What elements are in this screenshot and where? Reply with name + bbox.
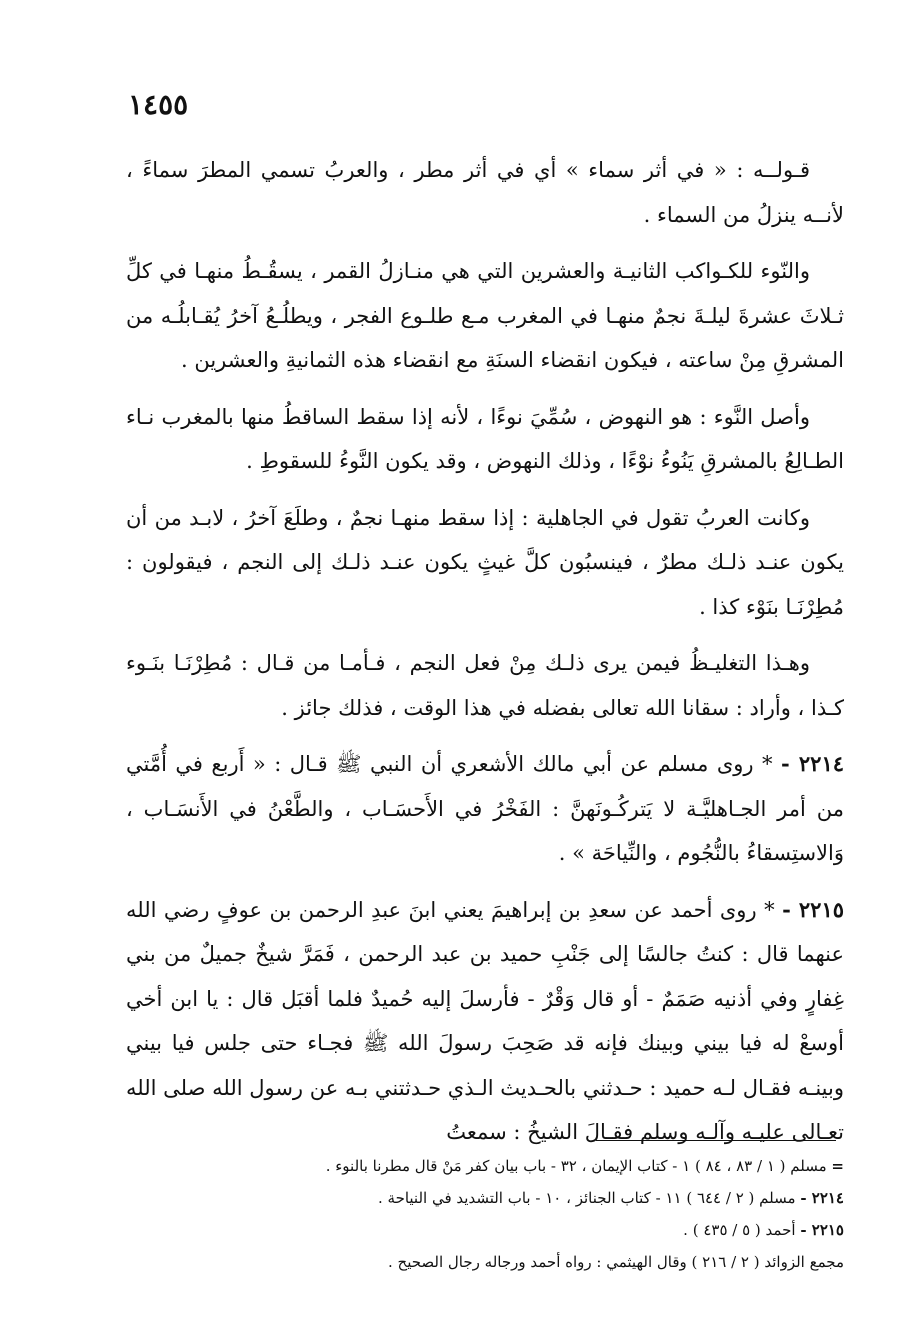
footnote-text: مجمع الزوائد ( ٢ / ٢١٦ ) وقال الهيثمي : رواه أحمد ورجاله رجال الصحيح . (387, 1253, 844, 1271)
footnote-text: مسلم ( ١ / ٨٣ ، ٨٤ ) ١ - كتاب الإيمان ، ٣٢ - باب بيان كفر مَنْ قال مطرنا بالنوء . (325, 1157, 827, 1175)
footnote-number: ٢٢١٥ - (800, 1221, 844, 1239)
footnote-text: أحمد ( ٥ / ٤٣٥ ) . (683, 1221, 796, 1239)
hadith-entry (126, 742, 844, 876)
footnote (126, 1246, 844, 1278)
page-number: ١٤٥٥ (128, 88, 189, 121)
footnote-number: = (831, 1157, 844, 1175)
footnote-text: مسلم ( ٢ / ٦٤٤ ) ١١ - كتاب الجنائز ، ١٠ - باب التشديد في النياحة . (377, 1189, 796, 1207)
hadith-text: * روى أحمد عن سعدِ بن إبراهيمَ يعني ابنَ عبدِ الرحمن بن عوفٍ رضي الله عنهما قال : كنتُ جالسًا إلى جَنْبِ حميد بن عبد الرحمن ، فَمَرَّ شيخٌ جميلٌ من بني غِفارٍ وفي أذنيه صَمَمٌ - أو قال وَقْرٌ - فأرسلَ إليه حُميدٌ فلما أقبَل قال : يا ابن أخي أوسعْ له فيا بيني وبينك فإنه قد صَحِبَ رسولَ الله ﷺ فجـاء حتى جلس فيا بيني وبينـه فقـال لـه حميد : حـدثني بالحـديث الـذي حـدثتني بـه عن رسول الله صلى الله تعـالى عليـه وآلـه وسلم فقـالَ الشيخُ : سمعتُ (126, 897, 844, 1144)
footnote (126, 1214, 844, 1246)
paragraph: وكانت العربُ تقول في الجاهلية : إذا سقط منهـا نجمٌ ، وطلَعَ آخرُ ، لابـد من أن يكون عنـد ذلـك مطرٌ ، فينسبُون كلَّ غيثٍ يكون عنـد ذلـك إلى النجم ، فيقولون : مُطِرْنَـا بنَوْء كذا . (126, 505, 844, 619)
paragraph: وأصل النَّوء : هو النهوض ، سُمِّيَ نوءًا ، لأنه إذا سقط الساقطُ منها بالمغرب نـاء الطـالِعُ بالمشرقِ يَنُوءُ نوْءًا ، وذلك النهوض ، وقد يكون النَّوءُ للسقوطِ . (126, 404, 844, 473)
paragraph: وهـذا التغليـظُ فيمن يرى ذلـك مِنْ فعل النجم ، فـأمـا من قـال : مُطِرْنَـا بنَـوء كـذا ، وأراد : سقانا الله تعالى بفضله في هذا الوقت ، فذلك جائز . (126, 651, 844, 720)
footnote (126, 1182, 844, 1214)
footnote-number: ٢٢١٤ - (800, 1189, 844, 1207)
hadith-entry (126, 888, 844, 1155)
main-text (126, 148, 844, 1167)
paragraph: قـولــه : « في أثر سماء » أي في أثر مطر ، والعربُ تسمي المطرَ سماءً ، لأنــه ينزلُ من السماء . (126, 158, 844, 227)
footnote-divider (596, 1140, 836, 1141)
hadith-text: * روى مسلم عن أبي مالك الأشعري أن النبي ﷺ قـال : « أَربع في أُمَّتي من أمر الجـاهليَّـة لا يَتركُـونَهنَّ : الفَخْرُ في الأَحسَـاب ، والطَّعْنُ في الأَنسَـاب ، وَالاستِسقاءُ بالنُّجُوم ، والنِّياحَة » . (126, 752, 844, 865)
hadith-number: ٢٢١٤ - (781, 751, 845, 776)
footnote (126, 1150, 844, 1182)
paragraph: والنّوء للكـواكب الثانيـة والعشرين التي هي منـازلُ القمر ، يسقُـطُ منهـا في كلِّ ثـلاثَ عشرةَ ليلـةَ نجمٌ منهـا في المغرب مـع طلـوع الفجر ، ويطلُـعُ آخرُ يُقـابلُـه من المشرقِ مِنْ ساعته ، فيكون انقضاء السنَةِ مع انقضاء هذه الثمانيةِ والعشرين . (126, 259, 844, 372)
hadith-number: ٢٢١٥ - (782, 896, 845, 922)
footnotes (126, 1150, 844, 1278)
